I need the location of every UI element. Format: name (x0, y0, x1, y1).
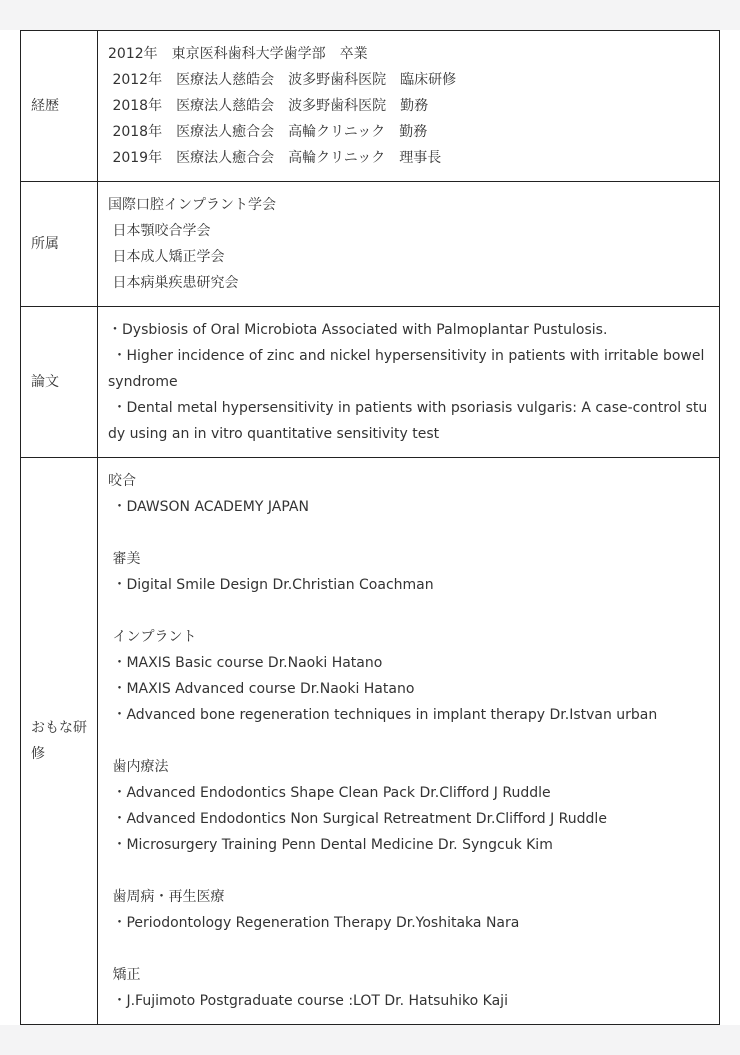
training-line: インプラント (108, 629, 197, 645)
training-line: ・Periodontology Regeneration Therapy Dr.Yoshitaka Nara (108, 915, 520, 931)
career-line: 2018年 医療法人慈皓会 波多野歯科医院 勤務 (108, 98, 429, 114)
row-header: 論文 (21, 307, 98, 458)
row-career (21, 31, 720, 182)
page (0, 30, 740, 1025)
career-line: 2012年 東京医科歯科大学歯学部 卒業 (108, 46, 368, 62)
training-line: ・DAWSON ACADEMY JAPAN (108, 499, 309, 515)
training-line (108, 598, 709, 624)
training-line: ・MAXIS Basic course Dr.Naoki Hatano (108, 655, 383, 671)
row-content (98, 31, 720, 182)
training-line: ・Advanced bone regeneration techniques in implant therapy Dr.Istvan urban (108, 707, 658, 723)
training-line: 咬合 (108, 473, 136, 489)
row-header: おもな研修 (21, 458, 98, 1025)
affiliation-line: 日本顎咬合学会 (108, 223, 211, 239)
training-line: ・J.Fujimoto Postgraduate course :LOT Dr. Hatsuhiko Kaji (108, 993, 508, 1009)
paper-line: ・Dental metal hypersensitivity in patients with psoriasis vulgaris: A case-control study using an in vitro quantitative sensitivity test (108, 400, 708, 442)
training-line: 審美 (108, 551, 141, 567)
training-line: ・Microsurgery Training Penn Dental Medicine Dr. Syngcuk Kim (108, 837, 553, 853)
career-line: 2012年 医療法人慈皓会 波多野歯科医院 臨床研修 (108, 72, 457, 88)
profile-table (20, 30, 720, 1025)
training-line (108, 936, 709, 962)
training-line: ・Advanced Endodontics Non Surgical Retreatment Dr.Clifford J Ruddle (108, 811, 607, 827)
training-line: ・MAXIS Advanced course Dr.Naoki Hatano (108, 681, 415, 697)
training-line: 歯周病・再生医療 (108, 889, 225, 905)
paper-line: ・Dysbiosis of Oral Microbiota Associated with Palmoplantar Pustulosis. (108, 322, 608, 338)
affiliation-line: 日本病巣疾患研究会 (108, 275, 239, 291)
row-content (98, 458, 720, 1025)
training-line: 矯正 (108, 967, 141, 983)
paper-line: ・Higher incidence of zinc and nickel hypersensitivity in patients with irritable bowel syndrome (108, 348, 709, 390)
row-header: 所属 (21, 182, 98, 307)
row-content (98, 182, 720, 307)
training-line: 歯内療法 (108, 759, 169, 775)
row-header: 経歴 (21, 31, 98, 182)
row-papers (21, 307, 720, 458)
training-line: ・Digital Smile Design Dr.Christian Coachman (108, 577, 434, 593)
training-line (108, 728, 709, 754)
career-line: 2019年 医療法人癒合会 高輪クリニック 理事長 (108, 150, 442, 166)
row-content (98, 307, 720, 458)
row-training (21, 458, 720, 1025)
affiliation-line: 国際口腔インプラント学会 (108, 197, 276, 213)
affiliation-line: 日本成人矯正学会 (108, 249, 225, 265)
training-line: ・Advanced Endodontics Shape Clean Pack Dr.Clifford J Ruddle (108, 785, 551, 801)
training-line (108, 858, 709, 884)
career-line: 2018年 医療法人癒合会 高輪クリニック 勤務 (108, 124, 428, 140)
row-affiliation (21, 182, 720, 307)
training-line (108, 520, 709, 546)
